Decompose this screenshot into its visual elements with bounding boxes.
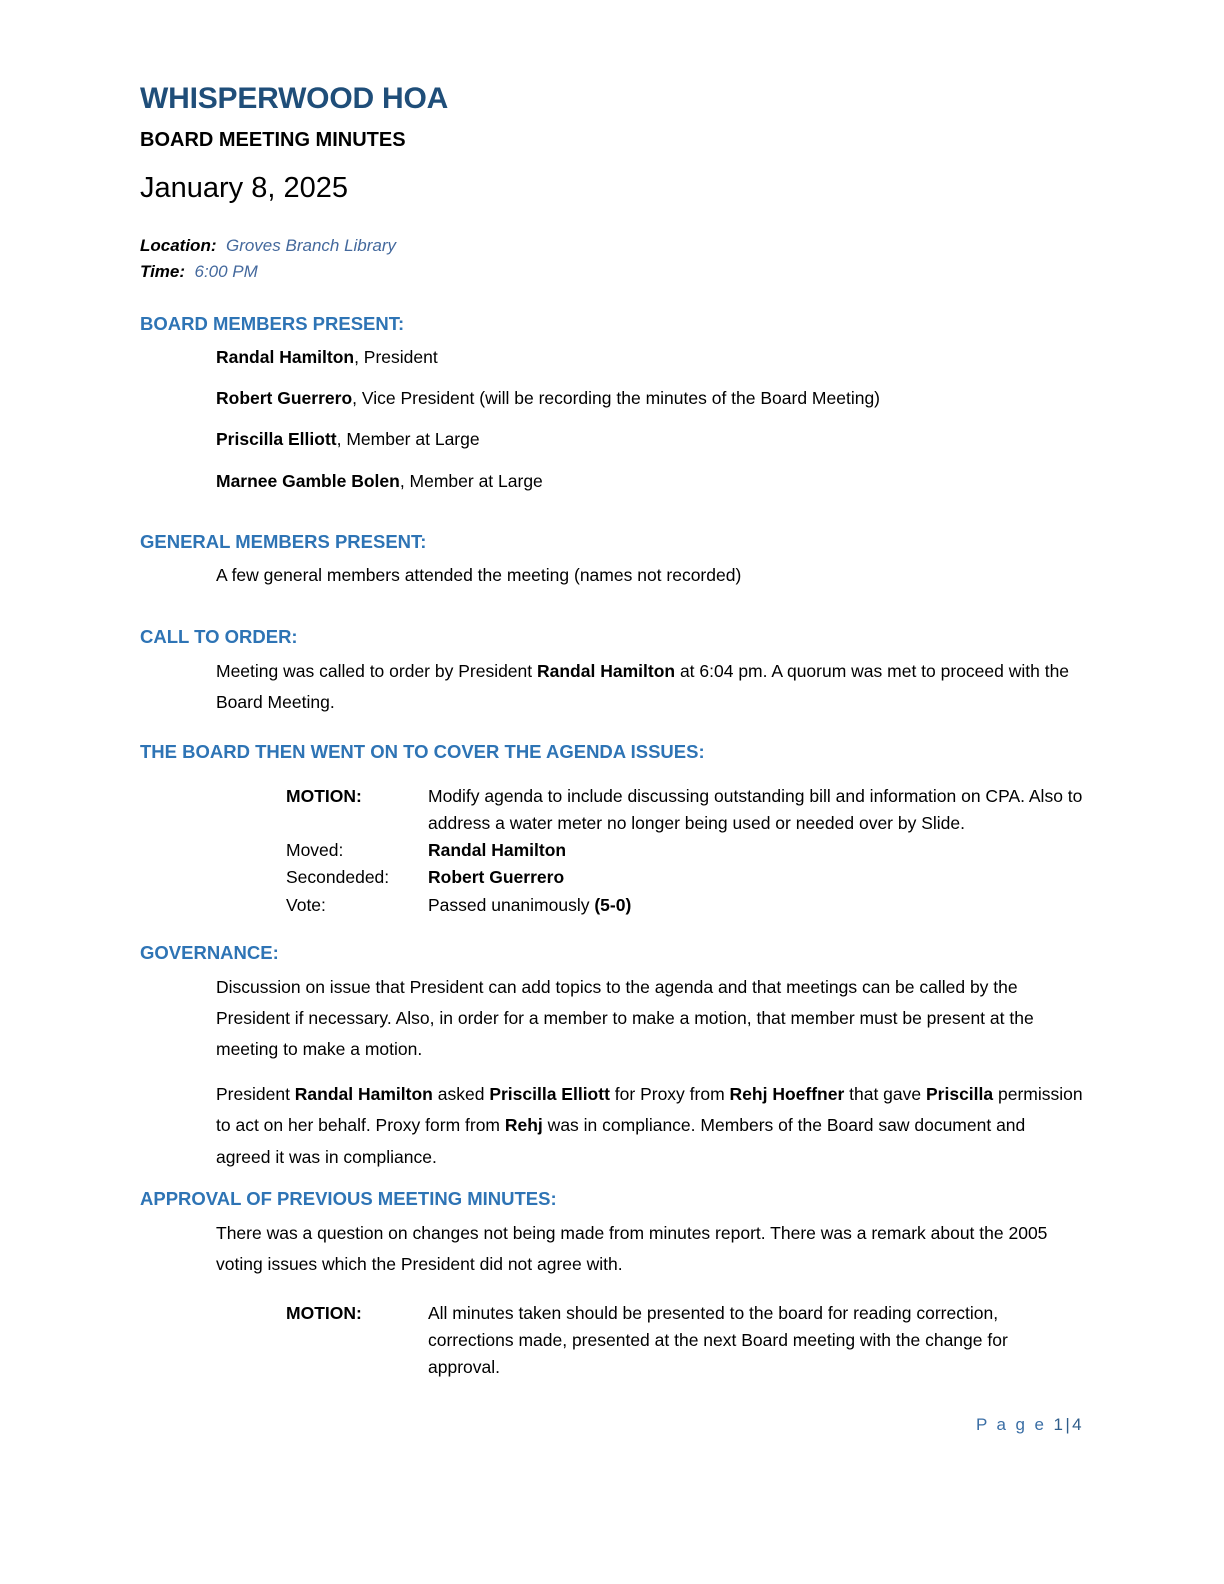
member-role: , Member at Large [336, 429, 480, 450]
section-governance [140, 941, 1084, 1173]
list-item [216, 343, 1084, 371]
document-subtitle: BOARD MEETING MINUTES [140, 129, 406, 151]
time-label: Time [140, 262, 180, 282]
spacer [140, 508, 1084, 530]
location-separator: : [210, 235, 217, 255]
section-heading-call-to-order: CALL TO ORDER: [140, 625, 298, 647]
footer-page-word: P a g e [975, 1415, 1047, 1434]
section-heading-approval-minutes: APPROVAL OF PREVIOUS MEETING MINUTES: [140, 1187, 557, 1209]
spacer [140, 603, 1084, 625]
motion-row-motion [286, 783, 1084, 837]
time-value: 6:00 PM [194, 262, 258, 282]
moved-label: Moved: [286, 840, 344, 861]
board-members-list [216, 343, 1084, 495]
gov-p6: was in compliance. Members of the Board saw document and agreed it was in compliance. [216, 1115, 1026, 1167]
list-item [216, 384, 1084, 412]
list-item [216, 467, 1084, 495]
section-approval-minutes [140, 1187, 1084, 1382]
spacer [140, 1173, 1084, 1187]
gov-name-5: Rehj [504, 1115, 543, 1136]
location-label: Location [140, 235, 211, 255]
seconded-value: Robert Guerrero [428, 867, 565, 888]
motion-block-agenda [286, 783, 1084, 919]
gov-p2: asked [432, 1084, 490, 1105]
moved-value: Randal Hamilton [428, 840, 567, 861]
vote-count: (5-0) [594, 894, 632, 915]
gov-name-2: Priscilla Elliott [489, 1084, 610, 1105]
motion-row-moved [286, 837, 1084, 864]
member-name: Robert Guerrero [216, 388, 353, 409]
section-general-members [140, 530, 1084, 589]
section-heading-general-members: GENERAL MEMBERS PRESENT: [140, 531, 427, 553]
section-heading-board-members: BOARD MEMBERS PRESENT: [140, 312, 405, 334]
section-heading-governance: GOVERNANCE: [140, 941, 279, 963]
gov-p3: for Proxy from [609, 1084, 730, 1105]
general-members-body [216, 561, 1084, 589]
member-name: Randal Hamilton [216, 346, 355, 367]
motion-text: All minutes taken should be presented to the board for reading correction, corrections made, presented at the next Board meeting with the change for approval. [428, 1303, 1008, 1378]
spacer [140, 919, 1084, 941]
time-separator: : [179, 262, 186, 282]
seconded-label: Secondeded: [286, 867, 390, 888]
gov-name-4: Priscilla [926, 1084, 994, 1105]
member-role: , Vice President (will be recording the minutes of the Board Meeting) [352, 388, 881, 409]
motion-text: Modify agenda to include discussing outstanding bill and information on CPA. Also to address a water meter no longer being used or needed over by Slide. [428, 786, 1083, 834]
gov-name-3: Rehj Hoeffner [729, 1084, 845, 1105]
gov-p5: permission to act on her behalf. Proxy form from [216, 1084, 1083, 1136]
list-item [216, 425, 1084, 453]
footer-page-number: 1|4 [1053, 1415, 1084, 1434]
call-to-order-text [216, 656, 1084, 718]
meta-time-line [140, 259, 1084, 285]
meta-location-line [140, 233, 1084, 259]
call-to-order-body [216, 656, 1084, 718]
gov-name-1: Randal Hamilton [294, 1084, 433, 1105]
section-agenda-issues [140, 740, 1084, 919]
section-heading-agenda-issues: THE BOARD THEN WENT ON TO COVER THE AGENDA ISSUES: [140, 740, 705, 762]
member-role: , President [354, 346, 438, 367]
motion-label: MOTION: [286, 786, 362, 807]
section-board-members [140, 312, 1084, 496]
motion-row-vote [286, 892, 1084, 919]
governance-paragraph-2 [216, 1079, 1084, 1172]
motion-row-motion [286, 1300, 1084, 1381]
general-members-text: A few general members attended the meeting (names not recorded) [216, 565, 742, 586]
meeting-date: January 8, 2025 [140, 172, 348, 204]
member-role: , Member at Large [399, 470, 543, 491]
governance-body [216, 972, 1084, 1173]
call-to-order-text-after: at 6:04 pm. A quorum was met to proceed with the Board Meeting. [216, 660, 1070, 712]
vote-text: Passed unanimously [428, 894, 595, 915]
page-footer [0, 1415, 1084, 1435]
vote-value [428, 892, 1084, 919]
gov-p4: that gave [844, 1084, 926, 1105]
location-value: Groves Branch Library [225, 235, 397, 255]
member-name: Priscilla Elliott [216, 429, 337, 450]
document-body [140, 82, 1084, 1381]
page-title: WHISPERWOOD HOA [140, 82, 449, 115]
motion-row-seconded [286, 864, 1084, 891]
call-to-order-name: Randal Hamilton [537, 660, 676, 681]
approval-minutes-body [216, 1218, 1084, 1280]
approval-minutes-text: There was a question on changes not being made from minutes report. There was a remark about the 2005 voting issues which the President did not agree with. [216, 1222, 1048, 1274]
vote-label: Vote: [286, 894, 326, 915]
motion-label: MOTION: [286, 1303, 362, 1324]
call-to-order-text-before: Meeting was called to order by President [216, 660, 537, 681]
governance-paragraph-1: Discussion on issue that President can add topics to the agenda and that meetings can be called by the President if necessary. Also, in order for a member to make a motion, that member must be present at the meeting to make a motion. [216, 976, 1034, 1060]
gov-p1: President [216, 1084, 295, 1105]
meeting-meta [140, 233, 1084, 286]
member-name: Marnee Gamble Bolen [216, 470, 400, 491]
section-call-to-order [140, 625, 1084, 718]
spacer [140, 718, 1084, 740]
motion-block-approval [286, 1300, 1084, 1381]
